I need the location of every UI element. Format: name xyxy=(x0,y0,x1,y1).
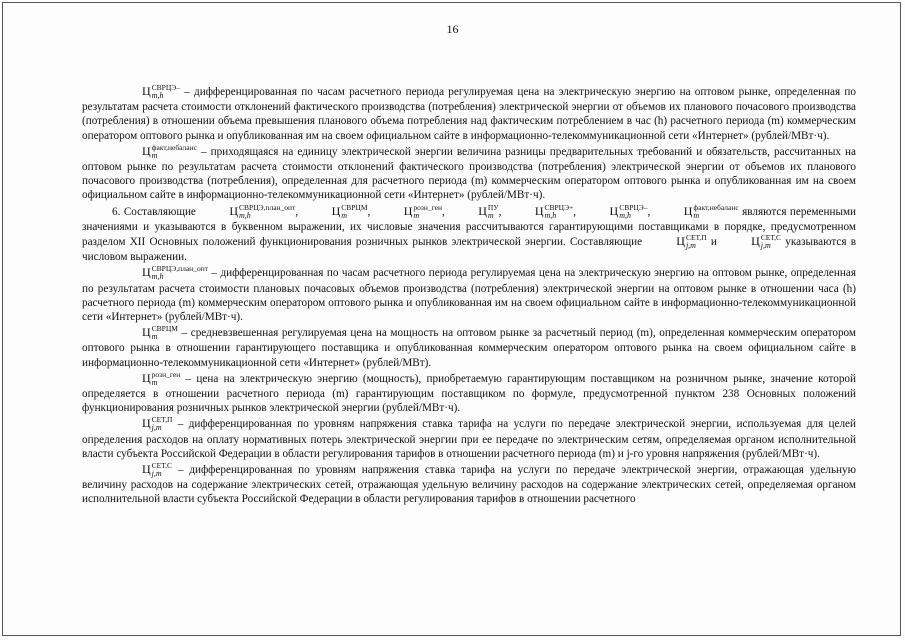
clause-text: являются переменными значениями и указываются в буквенном выражении, их числовые значения рассчитываются гарантирующими поставщиками в порядке, предусмотренном разделом XII Основных положений функционирования розничных рынков электрической энергии. Составляющие xyxy=(82,205,857,249)
clause-conjunction: и xyxy=(706,236,722,249)
formula-symbol: $Ц^{СВРЦЭ,план\_опт}_{m,h}$ xyxy=(142,264,208,282)
formula-symbol: $Ц^{СВРЦЭ+}_{m,h}$ xyxy=(534,202,574,220)
formula-symbol: $Ц^{СВРЦЭ-}_{m,h}$ xyxy=(142,83,180,100)
formula-symbol: $Ц^{СВРЦМ}_m$ xyxy=(331,202,368,220)
definition-paragraph xyxy=(82,84,856,143)
definition-text: – приходящаяся на единицу электрической энергии величина разницы предварительных требований и обязательств, рассчитанных на оптовом рынке по результатам расчета стоимости отклонений фактического производства (потребления) электрической энергии от объемов их планового почасового производства (потребления), определенная для расчетного периода (m) коммерческим оператором оптового рынка и опубликованная им на своем официальном сайте в информационно-телекоммуникационной сети «Интернет» (рублей/МВт·ч). xyxy=(82,145,856,202)
formula-symbol: $Ц^{СЕТ,С}_{j,m}$ xyxy=(751,233,782,251)
definition-text: – дифференцированная по часам расчетного периода регулируемая цена на электрическую энергию на оптовом рынке, определенная по результатам расчета стоимости плановых почасовых объемов производства (потребления) электрической энергии на оптовом рынке в отношении часа (h) расчетного периода (m) коммерческим оператором оптового рынка и опубликованная им на своем официальном сайте в информационно-телекоммуникационной сети «Интернет» (рублей/МВт·ч). xyxy=(82,267,856,324)
formula-symbol: $Ц^{СВРЦЭ-}_{m,h}$ xyxy=(609,202,648,220)
definition-text: – цена на электрическую энергию (мощность), приобретаемую гарантирующим поставщиком на розничном рынке, значение которой определяется в отношении расчетного периода (m) гарантирующим поставщиком по формуле, предусмотренной пунктом 238 Основных положений функционирования розничных рынков электрической энергии (рублей/МВт·ч). xyxy=(82,372,856,415)
clause-text: указываются в числовом выражении. xyxy=(82,236,856,264)
formula-symbol: $Ц^{СЕТ,С}_{j,m}$ xyxy=(142,461,172,479)
formula-symbol: $Ц^{СЕТ,П}_{j,m}$ xyxy=(676,233,707,251)
definition-paragraph xyxy=(82,265,856,324)
formula-symbol: $Ц^{факт,небаланс}_m$ xyxy=(142,142,197,160)
definition-paragraph xyxy=(82,325,856,370)
definition-paragraph xyxy=(82,144,856,203)
clause-lead: 6. Составляющие xyxy=(112,205,200,218)
document-body xyxy=(82,84,856,508)
definition-text: – дифференцированная по уровням напряжения ставка тарифа на услуги по передаче электрической энергии, используемая для целей определения расходов на оплату нормативных потерь электрической энергии при ее передаче по электрическим сетям, определяемая органом исполнительной власти субъекта Российской Федерации в области регулирования тарифов в отношении расчетного периода (m) и j-го уровня напряжения (рублей/МВт·ч). xyxy=(82,418,856,460)
definition-text: – дифференцированная по уровням напряжения ставка тарифа на услуги по передаче электрической энергии, отражающая удельную величину расходов на содержание электрических сетей, отражающая удельную величину расходов на содержание электрических сетей, определяемая органом исполнительной власти субъекта Российской Федерации в области регулирования тарифов в отношении расчетного xyxy=(82,464,856,506)
page-number: 16 xyxy=(446,22,459,36)
definition-paragraph xyxy=(82,371,856,416)
formula-symbol: $Ц^{СВРЦЭ,план\_опт}_{m,h}$ xyxy=(229,202,296,220)
definition-paragraph xyxy=(82,416,856,461)
formula-symbol: $Ц^{СЕТ,П}_{j,m}$ xyxy=(142,415,173,433)
formula-symbol: $Ц^{розн\_ген}_m$ xyxy=(142,369,181,387)
definition-text: – дифференцированная по часам расчетного периода регулируемая цена на электрическую энергию на оптовом рынке, определенная по результатам расчета стоимости отклонений фактического производства (потребления) электрической энергии от объемов их планового почасового производства (потребления) в отношении объема превышения планового объема потребления над фактическим потреблением в час (h) расчетного периода (m) коммерческим оператором оптового рынка и опубликованная им на своем официальном сайте в информационно-телекоммуникационной сети «Интернет» (рублей/МВт·ч). xyxy=(82,86,856,142)
formula-symbol: $Ц^{розн\_ген}_m$ xyxy=(403,202,442,220)
definition-text: – средневзвешенная регулируемая цена на мощность на оптовом рынке за расчетный период (m), определенная коммерческим оператором оптового рынка в отношении гарантирующего поставщика и опубликованная коммерческим оператором оптового рынка на своем официальном сайте в информационно-телекоммуникационной сети «Интернет» (рублей/МВт). xyxy=(82,327,856,369)
formula-symbol: $Ц^{факт,небаланс}_m$ xyxy=(683,202,739,220)
formula-symbol: $Ц^{ПУ}_m$ xyxy=(478,202,499,220)
definition-paragraph xyxy=(82,462,856,507)
clause-6-paragraph: 6. Составляющие $Ц^{СВРЦЭ,план\_опт}_{m,h}$ , $Ц^{СВРЦМ}_m$ , $Ц^{розн\_ген}_m$ , $Ц^{ПУ}_m$ , $Ц^{СВРЦЭ+}_{m,h}$ , $Ц^{СВРЦЭ-}_{m,h}$ , $Ц^{факт,небаланс}_m$ являются переменными значениями и указываются в буквенном выражении, их числовые значения рассчитываются гарантирующими поставщиками в порядке, предусмотренном разделом XII Основных положений функционирования розничных рынков электрической энергии. Составляющие $Ц^{СЕТ,П}_{j,m}$ и $Ц^{СЕТ,С}_{j,m}$ указываются в числовом выражении. xyxy=(82,202,857,264)
formula-symbol: $Ц^{СВРЦМ}_m$ xyxy=(142,324,178,342)
